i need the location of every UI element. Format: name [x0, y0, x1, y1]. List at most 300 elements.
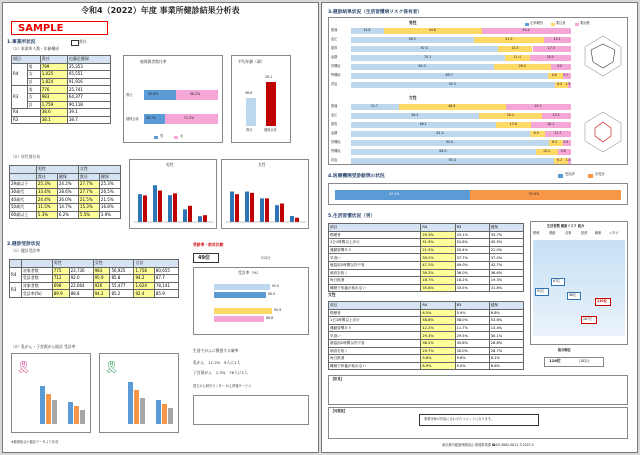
legend-swatch	[71, 40, 79, 46]
cell: 38.7	[67, 116, 110, 124]
cell: 21.5%	[421, 246, 455, 254]
cell: 6.8%	[489, 309, 523, 317]
distribution-bar	[168, 195, 172, 222]
cell: 37.7%	[455, 254, 489, 262]
male-distribution-chart	[129, 159, 217, 229]
total-rank-value: 116位	[549, 358, 561, 363]
female-pct: 56.2%	[190, 92, 201, 96]
bar	[68, 402, 73, 424]
cell: 対象者数	[21, 267, 52, 275]
bar	[168, 408, 173, 424]
distribution-bar	[295, 218, 299, 222]
risk-segment-value: 15.5	[511, 46, 519, 50]
cell: 男	[27, 63, 40, 71]
female-rate-bar	[214, 308, 272, 314]
risk-segment-value: 28.4	[506, 113, 514, 117]
rank-value: 96位	[569, 293, 577, 297]
cancer-note-box	[193, 395, 309, 425]
cell: 31.8%	[489, 284, 523, 292]
exam-rate-chart	[193, 267, 309, 335]
risk-segment-value: 18.5	[546, 55, 554, 59]
cell: 1,025	[40, 71, 67, 79]
cell: 24.4%	[36, 196, 57, 204]
cell: 698	[52, 282, 69, 290]
risk-category-label: 血糖	[331, 131, 338, 135]
table-row	[329, 347, 524, 355]
cell: 8.6%	[489, 362, 523, 370]
risk-segment-value: 84.0	[439, 149, 447, 153]
cell: 喫煙者	[329, 309, 421, 317]
male-radar-chart	[581, 34, 625, 78]
chart-title: 受診率（%）	[238, 270, 261, 275]
habits-female-table	[328, 301, 524, 370]
risk-segment-value: 66.1	[419, 122, 427, 126]
risk-category-label: 貧血	[331, 82, 338, 86]
risk-category-label: 血圧	[331, 37, 338, 41]
risk-segment-value: 17.5	[547, 46, 555, 50]
bar	[52, 400, 57, 424]
risk-segment-value: 6.9	[533, 131, 539, 135]
cell: 29.3%	[421, 332, 455, 340]
cell: 1,624	[134, 282, 154, 290]
pink-ribbon-icon: 🎗	[16, 360, 32, 374]
cell: 94.2	[93, 290, 110, 298]
cell: 女	[27, 93, 40, 101]
risk-category-label: 肥満	[331, 104, 338, 108]
comment-box	[328, 375, 628, 405]
cell: 58.8%	[421, 317, 455, 325]
cell: 58.0%	[455, 317, 489, 325]
cell: 29歳以下	[10, 181, 37, 189]
distribution-bar	[198, 216, 202, 222]
cell: R3	[12, 116, 41, 124]
cell: 926	[93, 282, 110, 290]
risk-segment-value: 15.8	[509, 122, 517, 126]
cell: 88.8	[69, 290, 93, 298]
rank-of: 212社	[261, 256, 271, 260]
cell: 95.9	[93, 275, 110, 283]
cell: 18.2%	[455, 277, 489, 285]
risk-segment-value: 92.5	[448, 82, 456, 86]
cell: 23,730	[69, 267, 93, 275]
cell: 30.0%	[455, 347, 489, 355]
section-2-sub: （2）年代別分布	[11, 154, 40, 159]
rank-badge	[581, 316, 597, 324]
legend-label: 女	[180, 134, 184, 138]
cell: 5.3%	[36, 211, 57, 219]
chart-title: 平均年齢（歳）	[238, 59, 265, 64]
cell: 92.0	[69, 275, 93, 283]
cell: 29.3%	[421, 231, 455, 239]
cell: 30歳代	[10, 188, 37, 196]
cell: 29.7%	[421, 347, 455, 355]
col-header: R3	[455, 302, 489, 310]
legend-label: 正常範囲	[530, 21, 543, 25]
risk-segment-value: 48.6	[448, 104, 456, 108]
chart-title: 女性	[258, 162, 266, 167]
row-label: 貴社	[126, 93, 133, 97]
cell: 29.5%	[455, 332, 489, 340]
ranking-title: 生活習慣 健康リスク 総合	[547, 224, 585, 228]
female-distribution-chart	[221, 159, 309, 229]
cell: 就寝前2時間以内夕食	[329, 339, 421, 347]
cell: 1,759	[40, 101, 67, 109]
age-value: 38.6	[245, 91, 253, 95]
risk-segment-value: 90.0	[446, 140, 454, 144]
risk-segment-value: 70.1	[424, 55, 432, 59]
cell: 18.7%	[421, 277, 455, 285]
cell: 計	[27, 101, 40, 109]
cell: 女	[27, 71, 40, 79]
cell: 9.6%	[455, 355, 489, 363]
risk-segment-value: 11.7	[554, 131, 562, 135]
distribution-bar	[260, 198, 264, 222]
cell: 51.9%	[421, 239, 455, 247]
chart-title: 男性	[166, 162, 174, 167]
distribution-bar	[203, 215, 207, 222]
unconsulted-bar	[470, 190, 621, 200]
table-row	[329, 254, 524, 262]
cell: 712	[52, 275, 69, 283]
cell: 85.2	[110, 290, 134, 298]
col-header: 貴社	[40, 56, 67, 64]
cervical-cancer-chart	[99, 353, 179, 433]
cell: 受診率(%)	[21, 290, 52, 298]
cell: 60歳以上	[10, 211, 37, 219]
rank-value: 187位	[583, 317, 593, 321]
risk-segment-value: 29.7	[534, 104, 542, 108]
male-distribution-svg	[130, 168, 216, 228]
risk-segment-value: 92.4	[448, 158, 456, 162]
risk-segment-value: 40.4	[522, 28, 530, 32]
legend-label: 要治療	[580, 21, 590, 25]
left-page	[2, 2, 319, 453]
male-pct: 43.8%	[148, 92, 159, 96]
risk-segment-value: 3.5	[563, 140, 569, 144]
risk-segment-value: 21.7	[370, 104, 378, 108]
table-row	[329, 231, 524, 239]
cell: 55,477	[110, 282, 134, 290]
cell: 8.9%	[421, 362, 455, 370]
rank-col-label: メタボ	[609, 231, 619, 235]
rate-value: 92.0	[272, 284, 280, 288]
section-4-sub: （2）乳がん・子宮頸がん検診 受診率	[11, 344, 76, 349]
risk-category-label: 貧血	[331, 158, 338, 162]
cancer-source: 国立がん研究センター がん情報サービス	[193, 384, 252, 388]
habits-male-table	[328, 223, 524, 292]
cell: 39.2%	[421, 269, 455, 277]
cell: 52.8%	[455, 239, 489, 247]
sample-stamp: SAMPLE	[18, 23, 64, 34]
table-row	[329, 332, 524, 340]
cell: 33.5%	[455, 284, 489, 292]
cell: 33.4%	[36, 188, 57, 196]
cell: 16.8%	[99, 203, 120, 211]
cell: 89.9	[52, 290, 69, 298]
bar	[74, 406, 79, 424]
measure-text: 事業所毎の内容に合わせたコメントになります。	[424, 417, 494, 421]
cell: 35.8%	[421, 284, 455, 292]
col-header: R4	[421, 302, 455, 310]
cell: 早食い	[329, 332, 421, 340]
cell: 36.0%	[455, 269, 489, 277]
risk-category-label: 血圧	[331, 113, 338, 117]
cell: 30.1%	[489, 332, 523, 340]
col-header: 男性	[52, 260, 93, 268]
cell: 85.8	[110, 275, 134, 283]
rank-col-label: 睡眠	[595, 231, 602, 235]
risk-segment-value: 26.0	[518, 64, 526, 68]
bar	[80, 410, 85, 424]
cell: 78,141	[154, 282, 178, 290]
cell: 3.9%	[99, 211, 120, 219]
cell: 喫煙者	[329, 231, 421, 239]
cell: 37.0%	[489, 254, 523, 262]
cell: 799	[40, 63, 67, 71]
risk-segment-value: 58.4	[411, 113, 419, 117]
legend-label: 要注意	[556, 21, 566, 25]
cell: 毎日飲酒	[329, 277, 421, 285]
rank-value: 91位	[537, 289, 545, 293]
distribution-bar	[275, 205, 279, 222]
risk-segment-value: 89.7	[445, 73, 453, 77]
referral-chart	[328, 183, 628, 205]
cell: 1日1時間以上歩行	[329, 239, 421, 247]
col-header: 健保	[489, 224, 523, 232]
cancer-note-breast: 乳がん 11.2% 9人に1人	[193, 360, 241, 365]
cell: 80,655	[154, 267, 178, 275]
distribution-bar	[173, 193, 177, 222]
population-table	[11, 55, 111, 124]
consulted-value: 47.1%	[389, 192, 400, 196]
chart-title: 被保険者数比率	[140, 59, 167, 64]
bar	[134, 390, 139, 424]
male-label: 男性	[409, 20, 417, 25]
col-header: 合計	[134, 260, 179, 268]
cell: 45.5%	[489, 239, 523, 247]
cell: 64,377	[67, 93, 110, 101]
cell: 13.4%	[489, 324, 523, 332]
cell: 25,353	[67, 63, 110, 71]
cell: 28.6%	[57, 188, 78, 196]
cell: 983	[40, 93, 67, 101]
col-header: 貴社	[78, 173, 99, 181]
group-label: R4	[10, 267, 22, 282]
section-5-heading: 5.生活習慣状況（男）	[328, 214, 376, 219]
ranking-panel	[530, 221, 628, 345]
cell: 9.0%	[455, 362, 489, 370]
cell: 92.4	[134, 290, 154, 298]
cell: 38.6	[40, 109, 67, 117]
table-row	[329, 269, 524, 277]
measure-box	[328, 407, 628, 439]
distribution-bar	[250, 193, 254, 222]
section-4-heading: 4.医療機関受診勧奨の状況	[328, 174, 385, 179]
cell: 受診者数	[21, 275, 52, 283]
cell: 6.2%	[57, 211, 78, 219]
col-header: 健保	[99, 173, 120, 181]
cell: 睡眠で休養が取れない	[329, 284, 421, 292]
section-1-heading: 1.事業所状況	[7, 40, 36, 45]
footer: 東京都内健康保険組合 保健事業課 ☎03-3662-5811 ©2022.5	[442, 443, 534, 447]
female-radar-chart	[581, 110, 625, 154]
cell: 85.9	[154, 290, 178, 298]
table-row	[329, 355, 524, 363]
bar	[140, 398, 145, 424]
table-row	[329, 317, 524, 325]
total-rank-box	[544, 357, 604, 367]
cell: 39.2%	[421, 254, 455, 262]
risk-segment-value: 5.8	[560, 149, 566, 153]
cell: 15.3%	[78, 203, 99, 211]
risk-segment-value: 18.1	[547, 122, 555, 126]
section-1-sub: （1）事業所人数・年齢構成	[11, 46, 59, 51]
col-header: R4	[421, 224, 455, 232]
row-label: 健保全体	[126, 117, 139, 121]
section-3-heading: 3.健診結果状況（生活習慣病リスク保有者）	[328, 10, 423, 15]
consulted-bar	[335, 190, 470, 200]
legend-swatch	[525, 23, 529, 26]
total-rank-of: /182社	[579, 359, 590, 363]
cell: 26.5%	[99, 188, 120, 196]
legend-swatch	[558, 174, 563, 178]
legend-swatch	[588, 174, 593, 178]
cell: 775	[52, 267, 69, 275]
rank-col-label: 飲酒	[581, 231, 588, 235]
female-rate-bar-2	[214, 316, 264, 322]
cell: 運動習慣あり	[329, 324, 421, 332]
legend-swatch	[551, 23, 555, 26]
risk-segment-value: 31.9	[505, 37, 513, 41]
green-ribbon-icon: 🎗	[104, 360, 120, 374]
cell: 早食い	[329, 254, 421, 262]
risk-segment-value: 3.7	[562, 73, 568, 77]
risk-segment-value: 56.0	[408, 37, 416, 41]
distribution-bar	[183, 209, 187, 222]
cell: 20.4%	[455, 246, 489, 254]
risk-category-label: 脂質	[331, 122, 338, 126]
cell: 36.6%	[489, 269, 523, 277]
cell: 87.7	[154, 275, 178, 283]
risk-segment-value: 14.8	[363, 28, 371, 32]
col-header: 女性	[93, 260, 134, 268]
col-header: 貴社	[36, 173, 57, 181]
legend-swatch	[154, 136, 158, 139]
footer-note: ※健保組合の健診データより作成	[11, 440, 59, 444]
risk-category-label: 肝機能	[331, 140, 341, 144]
bar	[40, 386, 45, 424]
rank-badge	[551, 278, 565, 286]
distribution-bar	[290, 216, 294, 222]
rank-value: 110位	[597, 299, 607, 303]
cell: 25.1%	[455, 231, 489, 239]
section-2-heading: 2.健診受診状況	[7, 242, 41, 247]
age-value: 39.1	[265, 75, 273, 79]
unconsulted-value: 52.9%	[529, 192, 540, 196]
female-pct: 71.3%	[184, 116, 195, 120]
distribution-bar	[138, 194, 142, 222]
risk-segment-value: 6.2	[557, 158, 563, 162]
cell: 22,664	[69, 282, 93, 290]
section-3-sub: （1）健診受診率	[11, 248, 40, 253]
risk-segment-value: 65.0	[418, 64, 426, 68]
rank-value: 67位	[553, 279, 561, 283]
cell: 983	[93, 267, 110, 275]
cell: 21.5%	[78, 196, 99, 204]
risk-segment-value: 6.5	[552, 140, 558, 144]
female-distribution-svg	[222, 168, 308, 228]
col-header: 女性	[78, 166, 120, 174]
cell: 38.1	[40, 116, 67, 124]
table-row	[329, 324, 524, 332]
male-rate-bar	[214, 284, 270, 290]
cell: 25,741	[67, 86, 110, 94]
legend-label: 受診済	[565, 172, 575, 176]
cell: 男	[27, 86, 40, 94]
risk-segment-value: 10.2	[543, 149, 551, 153]
cell: 49.0%	[455, 261, 489, 269]
rank-col-label: 食事	[565, 231, 572, 235]
cell: 25.3%	[99, 181, 120, 189]
cell: 36.2%	[421, 339, 455, 347]
risk-category-label: 血糖	[331, 55, 338, 59]
cell: 94.2	[134, 275, 154, 283]
risk-segment-value: 6.6	[551, 73, 557, 77]
risk-category-label: 脂質	[331, 46, 338, 50]
cell: 11.5%	[36, 203, 57, 211]
risk-segment-value: 1.5	[565, 82, 571, 86]
measure-label: 【対策案】	[331, 409, 347, 413]
rank-col-label: 喫煙	[533, 231, 540, 235]
risk-panel	[328, 17, 628, 165]
comment-label: 【所見】	[331, 377, 344, 381]
risk-category-label: 肝機能	[331, 64, 341, 68]
risk-segment-value: 6.0	[557, 82, 563, 86]
cell: 27.7%	[78, 188, 99, 196]
cell: 6.5%	[421, 309, 455, 317]
rank-badge	[595, 298, 611, 306]
risk-category-label: 腎機能	[331, 73, 341, 77]
cell: 65,551	[67, 71, 110, 79]
cell: 776	[40, 86, 67, 94]
col-header: 健保	[489, 302, 523, 310]
col-header: 男性	[36, 166, 78, 174]
rate-value: 95.9	[274, 308, 282, 312]
cell: 12.2%	[421, 324, 455, 332]
group-label: R3	[12, 86, 28, 109]
table-row	[329, 284, 524, 292]
cell: 1,758	[134, 267, 154, 275]
rank-badge	[193, 253, 219, 263]
cell: 28.8%	[489, 339, 523, 347]
cell: 睡眠で休養が取れない	[329, 362, 421, 370]
legend-label: 未受診	[595, 172, 605, 176]
cell: 14.7%	[57, 203, 78, 211]
cell: 28.7%	[489, 347, 523, 355]
insured-ratio-chart	[123, 55, 223, 143]
group-label: R4	[12, 63, 28, 86]
table-row	[329, 277, 524, 285]
risk-segment-value: 11.4	[513, 55, 521, 59]
distribution-bar	[245, 192, 249, 222]
axis-label: 貴社	[246, 128, 253, 132]
legend-swatch	[575, 23, 579, 26]
distribution-bar	[158, 191, 162, 222]
cell: 91,916	[67, 78, 110, 86]
col-header: 項目	[329, 224, 421, 232]
cell: R4	[12, 109, 41, 117]
axis-label: 健保全体	[264, 128, 277, 132]
